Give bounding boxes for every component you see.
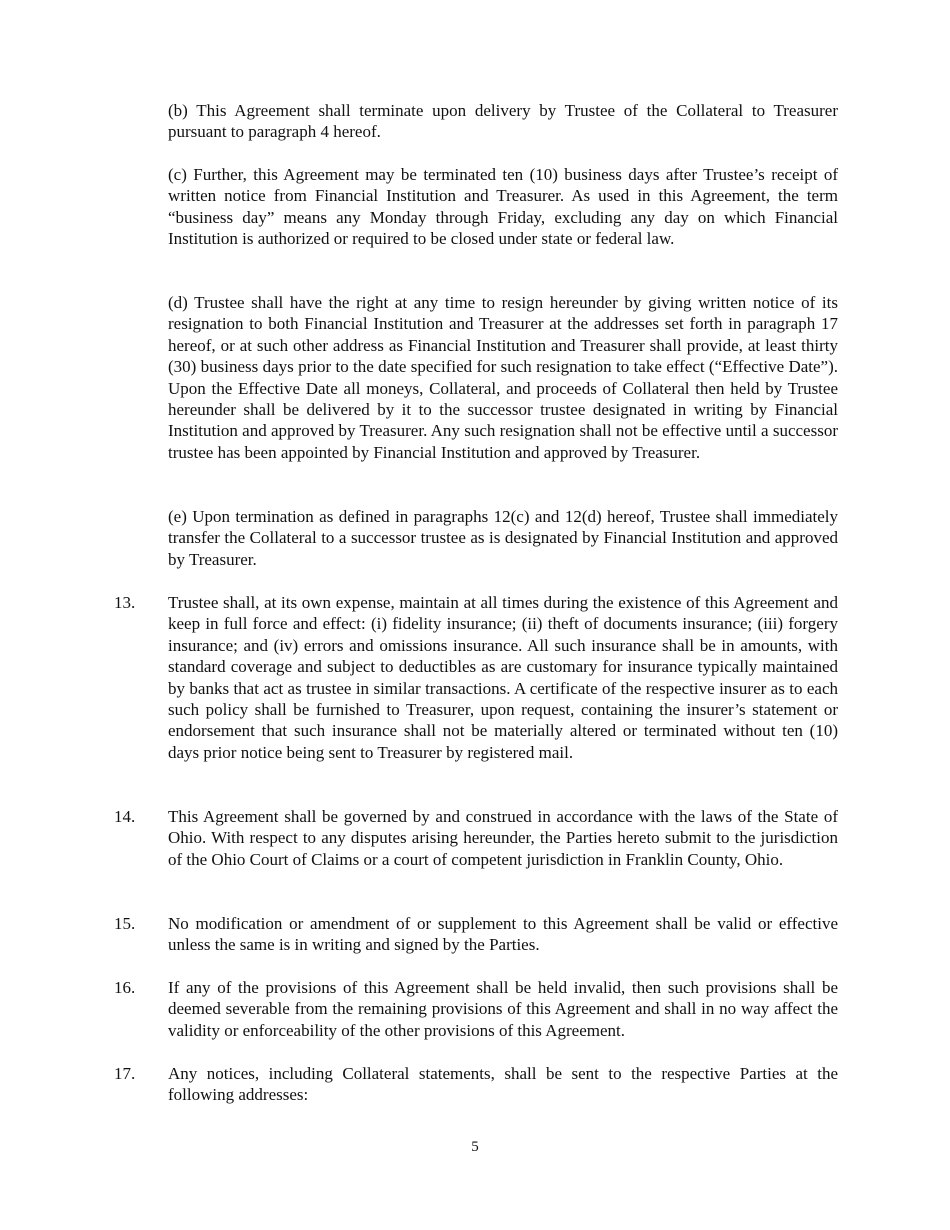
subparagraph-c: (c) Further, this Agreement may be terminated ten (10) business days after Trustee’s receipt of written notice from Financial Institution and Treasurer. As used in this Agreement, the term “business day” means any Monday through Friday, excluding any day on which Financial Institution is authorized or required to be closed under state or federal law. [168,165,838,249]
section-number: 17. [114,1064,136,1083]
subparagraph-e: (e) Upon termination as defined in paragraphs 12(c) and 12(d) hereof, Trustee shall immediately transfer the Collateral to a successor trustee as is designated by Financial Institution and approved by Treasurer. [168,507,838,569]
page-number: 5 [471,1139,479,1155]
section-text: Any notices, including Collateral statements, shall be sent to the respective Parties at the following addresses: [168,1064,838,1105]
section-number: 15. [114,914,136,933]
section-text: No modification or amendment of or supplement to this Agreement shall be valid or effective unless the same is in writing and signed by the Parties. [168,914,838,955]
section-number: 13. [114,593,136,612]
subparagraph-d: (d) Trustee shall have the right at any time to resign hereunder by giving written notice of its resignation to both Financial Institution and Treasurer at the addresses set forth in paragraph 17 hereof, or at such other address as Financial Institution and Treasurer shall provide, at least thirty (30) business days prior to the date specified for such resignation to take effect (“Effective Date”). Upon the Effective Date all moneys, Collateral, and proceeds of Collateral then held by Trustee hereunder shall be delivered by it to the successor trustee designated in writing by Financial Institution and approved by Treasurer. Any such resignation shall not be effective until a successor trustee has been appointed by Financial Institution and approved by Treasurer. [168,293,838,462]
section-text: If any of the provisions of this Agreement shall be held invalid, then such provisions shall be deemed severable from the remaining provisions of this Agreement and shall in no way affect the validity or enforceability of the other provisions of this Agreement. [168,978,838,1040]
section-number: 16. [114,978,136,997]
section-text: This Agreement shall be governed by and construed in accordance with the laws of the State of Ohio. With respect to any disputes arising hereunder, the Parties hereto submit to the jurisdiction of the Ohio Court of Claims or a court of competent jurisdiction in Franklin County, Ohio. [168,807,838,869]
section-number: 14. [114,807,136,826]
subparagraph-b: (b) This Agreement shall terminate upon delivery by Trustee of the Collateral to Treasurer pursuant to paragraph 4 hereof. [168,101,838,142]
section-text: Trustee shall, at its own expense, maintain at all times during the existence of this Agreement and keep in full force and effect: (i) fidelity insurance; (ii) theft of documents insurance; (iii) forgery insurance; and (iv) errors and omissions insurance. All such insurance shall be in amounts, with standard coverage and subject to deductibles as are customary for insurance typically maintained by banks that act as trustee in similar transactions. A certificate of the respective insurer as to each such policy shall be furnished to Treasurer, upon request, containing the insurer’s statement or endorsement that such insurance shall not be materially altered or terminated without ten (10) days prior notice being sent to Treasurer by registered mail. [168,593,838,762]
